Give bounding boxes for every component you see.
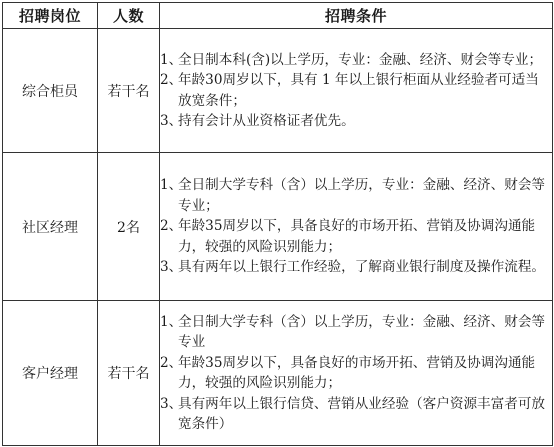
count-cell: 2名: [98, 153, 160, 301]
condition-item: [160, 394, 552, 435]
condition-text: 具有两年以上银行信贷、营销从业经验（客户资源丰富者可放宽条件）: [178, 395, 546, 432]
recruitment-table: [2, 2, 553, 446]
header-row: [3, 3, 553, 29]
condition-item: [160, 70, 552, 111]
table-row: [3, 153, 553, 301]
header-conditions: 招聘条件: [160, 3, 553, 29]
condition-text: 持有会计从业资格证者优先。: [178, 113, 355, 129]
condition-item: [160, 175, 552, 216]
condition-text: 年龄30周岁以下，具有 1 年以上银行柜面从业经验者可适当放宽条件；: [178, 72, 539, 109]
condition-item: [160, 216, 552, 257]
condition-item: [160, 50, 552, 71]
condition-text: 全日制大学专科（含）以上学历，专业：金融、经济、财会等专业；: [178, 177, 546, 214]
item-number: 3、: [160, 259, 183, 276]
item-number: 2、: [160, 218, 183, 235]
condition-item: [160, 353, 552, 394]
item-number: 2、: [160, 354, 183, 371]
condition-item: [160, 312, 552, 353]
conditions-cell: [160, 153, 553, 301]
count-cell: 若干名: [98, 301, 160, 446]
table-row: [3, 29, 553, 153]
header-position: 招聘岗位: [3, 3, 98, 29]
item-number: 3、: [160, 395, 183, 412]
condition-text: 全日制本科(含)以上学历，专业：金融、经济、财会等专业；: [178, 51, 543, 68]
condition-text: 年龄35周岁以下，具备良好的市场开拓、营销及协调沟通能力，较强的风险识别能力；: [178, 218, 536, 255]
position-cell: 客户经理: [3, 301, 98, 446]
condition-text: 具有两年以上银行工作经验，了解商业银行制度及操作流程。: [178, 259, 546, 276]
condition-item: [160, 257, 552, 278]
item-number: 1、: [160, 177, 183, 194]
condition-text: 年龄35周岁以下，具备良好的市场开拓、营销及协调沟通能力，较强的风险识别能力；: [178, 354, 536, 391]
condition-item: [160, 111, 552, 132]
condition-text: 全日制大学专科（含）以上学历，专业：金融、经济、财会等专业: [178, 313, 546, 350]
item-number: 2、: [160, 72, 183, 88]
position-cell: 社区经理: [3, 153, 98, 301]
position-cell: 综合柜员: [3, 29, 98, 153]
table-row: [3, 301, 553, 446]
header-count: 人数: [98, 3, 160, 29]
item-number: 3、: [160, 113, 183, 129]
item-number: 1、: [160, 313, 183, 330]
count-cell: 若干名: [98, 29, 160, 153]
conditions-cell: [160, 29, 553, 153]
conditions-cell: [160, 301, 553, 446]
item-number: 1、: [160, 51, 183, 68]
